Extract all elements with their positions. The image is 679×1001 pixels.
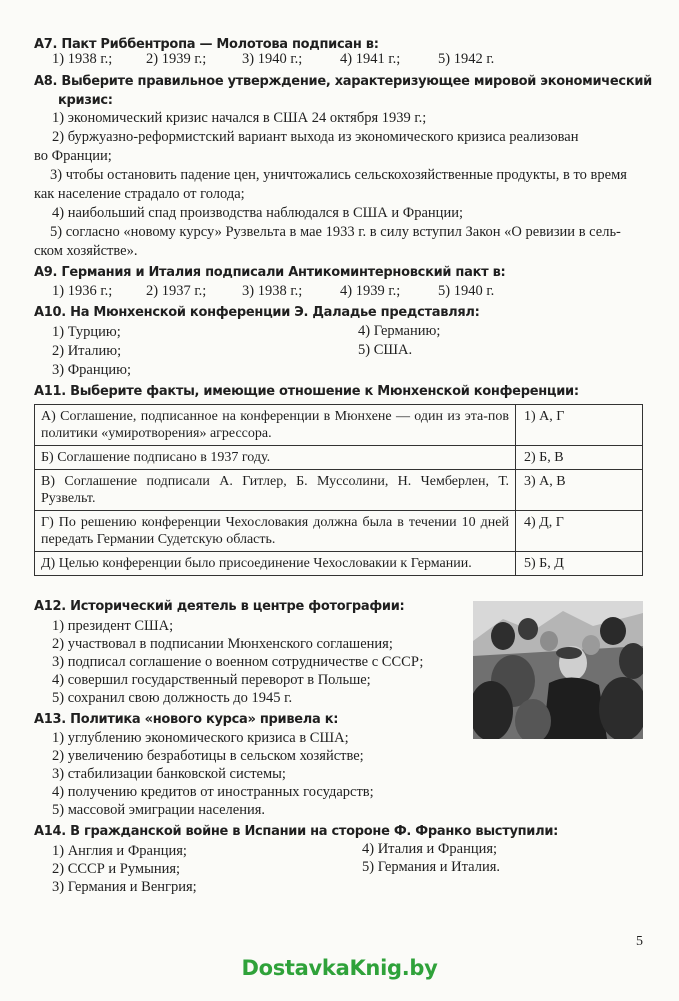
- a14-option-4: 4) Италия и Франция;: [362, 841, 498, 857]
- a14-option-5: 5) Германия и Италия.: [362, 859, 500, 875]
- historical-photo: [473, 601, 643, 739]
- table-row: [35, 405, 643, 446]
- a12-option-3: 3) подписал соглашение о военном сотрудничестве с СССР;: [52, 654, 424, 670]
- table-row: [35, 446, 643, 470]
- a14-option-2: 2) СССР и Румыния;: [52, 861, 181, 877]
- a10-option-4: 4) Германию;: [358, 323, 441, 339]
- question-a12: А12. Исторический деятель в центре фотографии:: [34, 599, 405, 614]
- a12-option-1: 1) президент США;: [52, 618, 174, 634]
- a7-option-2: 2) 1939 г.;: [146, 51, 207, 67]
- a8-option-1: 1) экономический кризис начался в США 24 октября 1939 г.;: [52, 110, 427, 126]
- question-a8: А8. Выберите правильное утверждение, характеризующее мировой экономический: [34, 74, 652, 89]
- footer-watermark: DostavkaKnig.by: [241, 956, 438, 980]
- a11-facts-table: [34, 404, 643, 576]
- a14-option-1: 1) Англия и Франция;: [52, 843, 187, 859]
- answer-option-4: 4) Д, Г: [516, 511, 643, 552]
- question-a8-cont: кризис:: [58, 93, 113, 108]
- a10-option-3: 3) Францию;: [52, 362, 131, 378]
- a10-option-2: 2) Италию;: [52, 343, 122, 359]
- a8-option-2: 2) буржуазно-реформистский вариант выхода из экономического кризиса реализован: [52, 129, 579, 145]
- a7-option-5: 5) 1942 г.: [438, 51, 495, 67]
- a8-option-4: 4) наибольший спад производства наблюдался в США и Франции;: [52, 205, 463, 221]
- a7-option-4: 4) 1941 г.;: [340, 51, 401, 67]
- a13-option-4: 4) получению кредитов от иностранных государств;: [52, 784, 374, 800]
- page-number: 5: [636, 934, 643, 949]
- a10-option-5: 5) США.: [358, 342, 413, 358]
- question-a7: А7. Пакт Риббентропа — Молотова подписан в:: [34, 37, 379, 52]
- a9-option-2: 2) 1937 г.;: [146, 283, 207, 299]
- crowd-photo-image: [473, 601, 643, 739]
- a13-option-3: 3) стабилизации банковской системы;: [52, 766, 286, 782]
- question-a14: А14. В гражданской войне в Испании на стороне Ф. Франко выступили:: [34, 824, 559, 839]
- a9-option-1: 1) 1936 г.;: [52, 283, 113, 299]
- fact-d: Д) Целью конференции было присоединение Чехословакии к Германии.: [35, 552, 516, 576]
- a8-option-5: 5) согласно «новому курсу» Рузвельта в мае 1933 г. в силу вступил Закон «О ревизии в сель-: [50, 224, 621, 240]
- a10-option-1: 1) Турцию;: [52, 324, 121, 340]
- answer-option-1: 1) А, Г: [516, 405, 643, 446]
- a13-option-1: 1) углублению экономического кризиса в США;: [52, 730, 349, 746]
- question-a11: А11. Выберите факты, имеющие отношение к Мюнхенской конференции:: [34, 384, 579, 399]
- fact-g: Г) По решению конференции Чехословакия должна была в течении 10 дней передать Германии Судетскую область.: [35, 511, 516, 552]
- a12-option-5: 5) сохранил свою должность до 1945 г.: [52, 690, 293, 706]
- a8-option-2-cont: во Франции;: [34, 148, 112, 164]
- fact-v: В) Соглашение подписали А. Гитлер, Б. Муссолини, Н. Чемберлен, Т. Рузвельт.: [35, 470, 516, 511]
- a13-option-2: 2) увеличению безработицы в сельском хозяйстве;: [52, 748, 364, 764]
- a8-option-3: 3) чтобы остановить падение цен, уничтожались сельскохозяйственные продукты, в то время: [50, 167, 627, 183]
- a8-option-5-cont: ском хозяйстве».: [34, 243, 138, 259]
- a9-option-4: 4) 1939 г.;: [340, 283, 401, 299]
- a12-option-4: 4) совершил государственный переворот в Польше;: [52, 672, 371, 688]
- a13-option-5: 5) массовой эмиграции населения.: [52, 802, 266, 818]
- a12-option-2: 2) участвовал в подписании Мюнхенского соглашения;: [52, 636, 393, 652]
- a7-option-3: 3) 1940 г.;: [242, 51, 303, 67]
- question-a9: А9. Германия и Италия подписали Антикоминтерновский пакт в:: [34, 265, 506, 280]
- a14-option-3: 3) Германия и Венгрия;: [52, 879, 197, 895]
- a9-option-3: 3) 1938 г.;: [242, 283, 303, 299]
- answer-option-2: 2) Б, В: [516, 446, 643, 470]
- question-a10: А10. На Мюнхенской конференции Э. Даладье представлял:: [34, 305, 480, 320]
- table-row: [35, 552, 643, 576]
- a9-option-5: 5) 1940 г.: [438, 283, 495, 299]
- answer-option-5: 5) Б, Д: [516, 552, 643, 576]
- answer-option-3: 3) А, В: [516, 470, 643, 511]
- question-a13: А13. Политика «нового курса» привела к:: [34, 712, 339, 727]
- table-row: [35, 470, 643, 511]
- table-row: [35, 511, 643, 552]
- a7-option-1: 1) 1938 г.;: [52, 51, 113, 67]
- fact-a: А) Соглашение, подписанное на конференции в Мюнхене — один из эта-пов политики «умиротворения» агрессора.: [35, 405, 516, 446]
- a8-option-3-cont: как население страдало от голода;: [34, 186, 245, 202]
- fact-b: Б) Соглашение подписано в 1937 году.: [35, 446, 516, 470]
